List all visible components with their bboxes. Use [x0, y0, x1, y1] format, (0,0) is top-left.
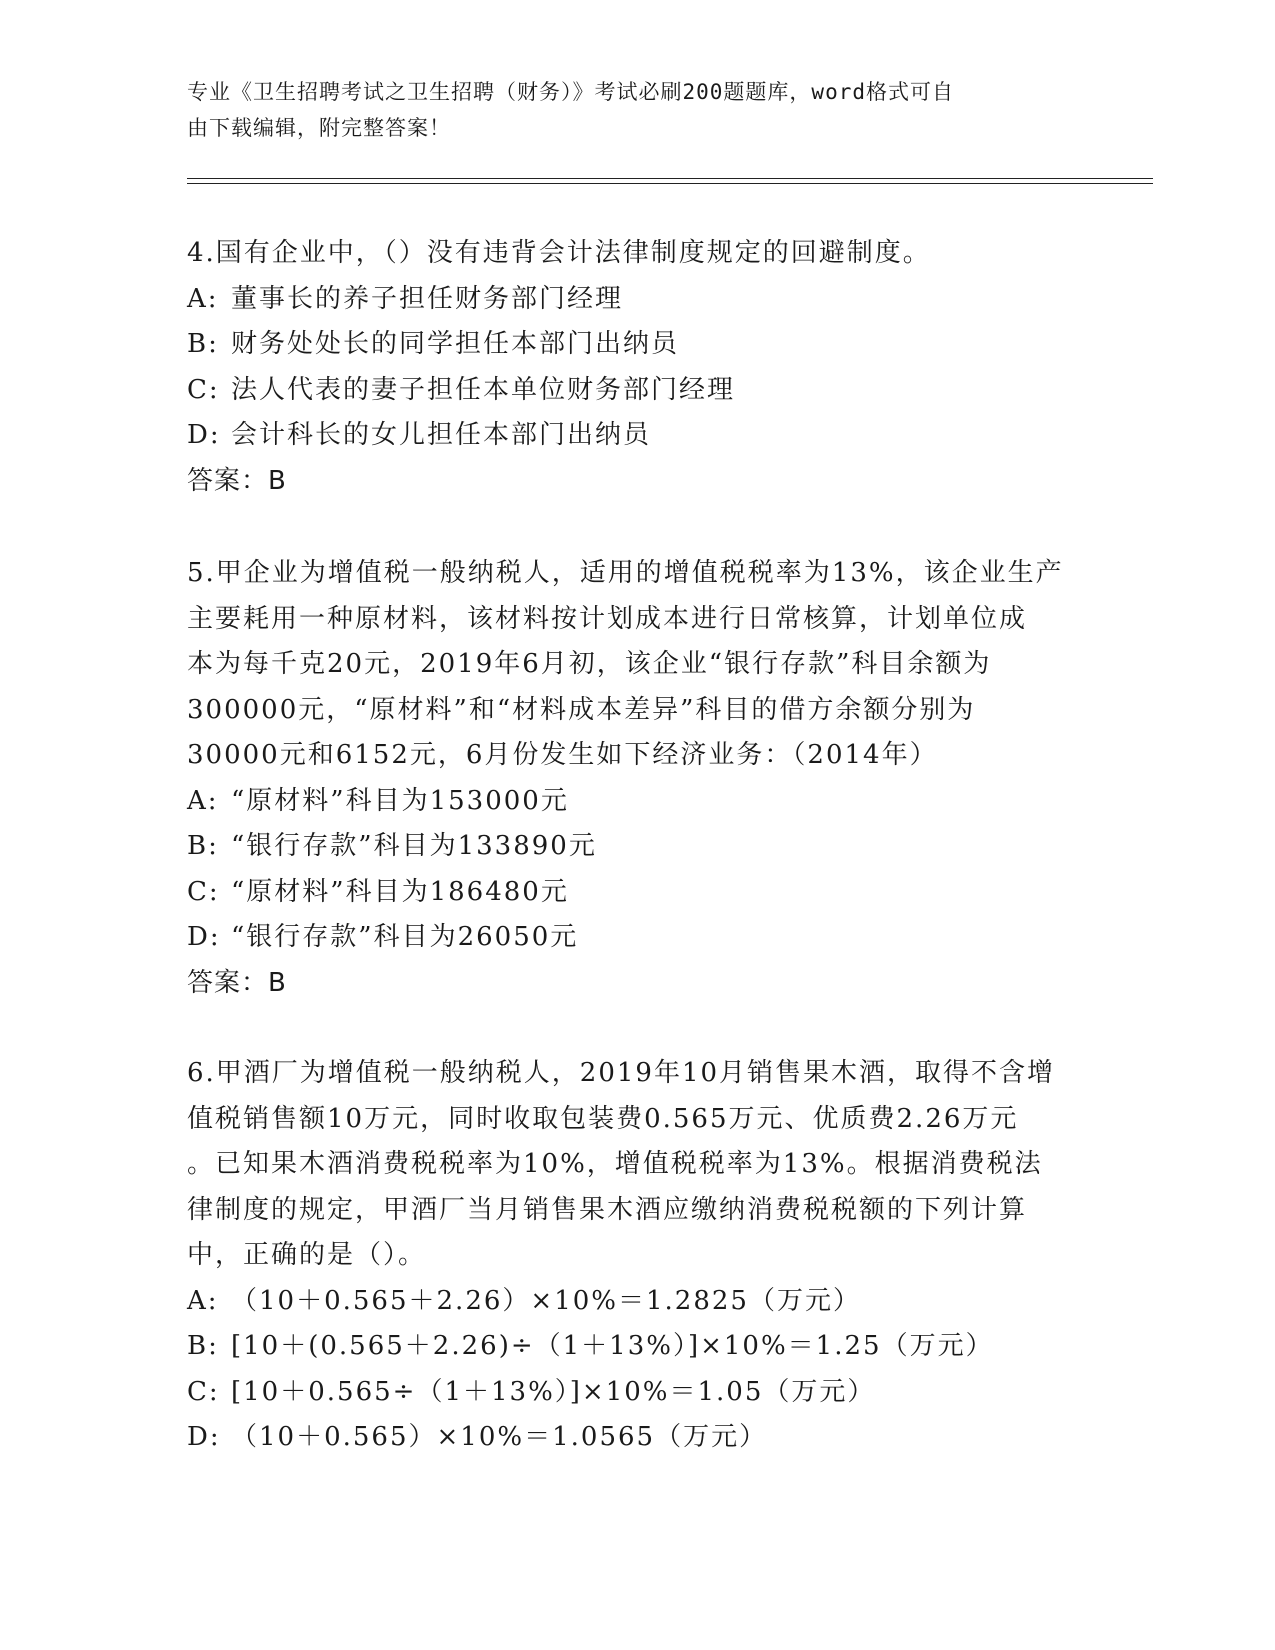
option-c: [187, 870, 1087, 916]
option-text: （10＋0.565）×10%＝1.0565（万元）: [231, 1422, 768, 1452]
option-letter: D:: [187, 1422, 221, 1452]
option-text: 财务处处长的同学担任本部门出纳员: [231, 329, 680, 359]
option-letter: B:: [187, 1331, 219, 1361]
question-stem-line: 。已知果木酒消费税税率为10%，增值税税率为13%。根据消费税法: [187, 1149, 1043, 1179]
option-text: [10＋0.565÷（1＋13%）]×10%＝1.05（万元）: [231, 1376, 876, 1407]
option-text: “原材料”科目为186480元: [231, 876, 569, 907]
option-a: [187, 779, 1087, 825]
question-stem-line: 300000元，“原材料”和“材料成本差异”科目的借方余额分别为: [187, 694, 976, 725]
option-letter: A:: [187, 785, 219, 816]
option-text: 会计科长的女儿担任本部门出纳员: [231, 420, 652, 450]
question-stem-line: 律制度的规定，甲酒厂当月销售果木酒应缴纳消费税税额的下列计算: [187, 1194, 1028, 1225]
option-d: [187, 413, 1087, 459]
option-letter: A:: [187, 1285, 219, 1316]
option-b: [187, 322, 1087, 368]
question-stem-line: 本为每千克20元，2019年6月初，该企业“银行存款”科目余额为: [187, 649, 992, 679]
question-stem-line: 6.甲酒厂为增值税一般纳税人，2019年10月销售果木酒，取得不含增: [187, 1058, 1056, 1088]
document-header: [187, 74, 1067, 146]
option-b: [187, 1324, 1087, 1370]
question-5: [187, 551, 1087, 1006]
option-text: 法人代表的妻子担任本单位财务部门经理: [231, 374, 736, 405]
option-letter: D:: [187, 922, 221, 952]
question-stem-line: 30000元和6152元，6月份发生如下经济业务：（2014年）: [187, 740, 938, 770]
option-b: [187, 824, 1087, 870]
question-stem-line: 中，正确的是（）。: [187, 1240, 427, 1270]
option-letter: B:: [187, 831, 219, 861]
option-letter: C:: [187, 374, 220, 405]
question-6: [187, 1051, 1087, 1461]
answer-label: 答案：B: [187, 465, 287, 496]
header-divider-bottom: [187, 183, 1153, 184]
option-a: [187, 1279, 1087, 1325]
question-stem-line: 5.甲企业为增值税一般纳税人，适用的增值税税率为13%，该企业生产: [187, 558, 1064, 588]
option-a: [187, 277, 1087, 323]
option-letter: D:: [187, 420, 221, 450]
answer-label: 答案：B: [187, 967, 287, 998]
option-c: [187, 368, 1087, 414]
header-title-line-1: 专业《卫生招聘考试之卫生招聘（财务）》考试必刷200题题库，word格式可自: [187, 80, 954, 104]
question-stem-line: 值税销售额10万元，同时收取包装费0.565万元、优质费2.26万元: [187, 1103, 1019, 1134]
header-divider-top: [187, 178, 1153, 179]
option-c: [187, 1370, 1087, 1416]
header-title-line-2: 由下载编辑，附完整答案！: [187, 116, 451, 140]
option-letter: B:: [187, 329, 219, 359]
option-text: “原材料”科目为153000元: [231, 785, 569, 816]
option-text: [10＋(0.565＋2.26)÷（1＋13%）]×10%＝1.25（万元）: [231, 1331, 994, 1361]
option-text: （10＋0.565＋2.26）×10%＝1.2825（万元）: [231, 1285, 861, 1316]
option-letter: C:: [187, 876, 220, 907]
question-4: [187, 231, 1087, 504]
option-d: [187, 1415, 1087, 1461]
option-text: “银行存款”科目为26050元: [231, 922, 579, 952]
option-text: “银行存款”科目为133890元: [231, 831, 597, 861]
option-text: 董事长的养子担任财务部门经理: [231, 283, 624, 314]
question-stem-line: 主要耗用一种原材料，该材料按计划成本进行日常核算，计划单位成: [187, 603, 1028, 634]
option-letter: C:: [187, 1376, 220, 1407]
question-stem: 4.国有企业中，（）没有违背会计法律制度规定的回避制度。: [187, 238, 931, 268]
option-letter: A:: [187, 283, 219, 314]
option-d: [187, 915, 1087, 961]
